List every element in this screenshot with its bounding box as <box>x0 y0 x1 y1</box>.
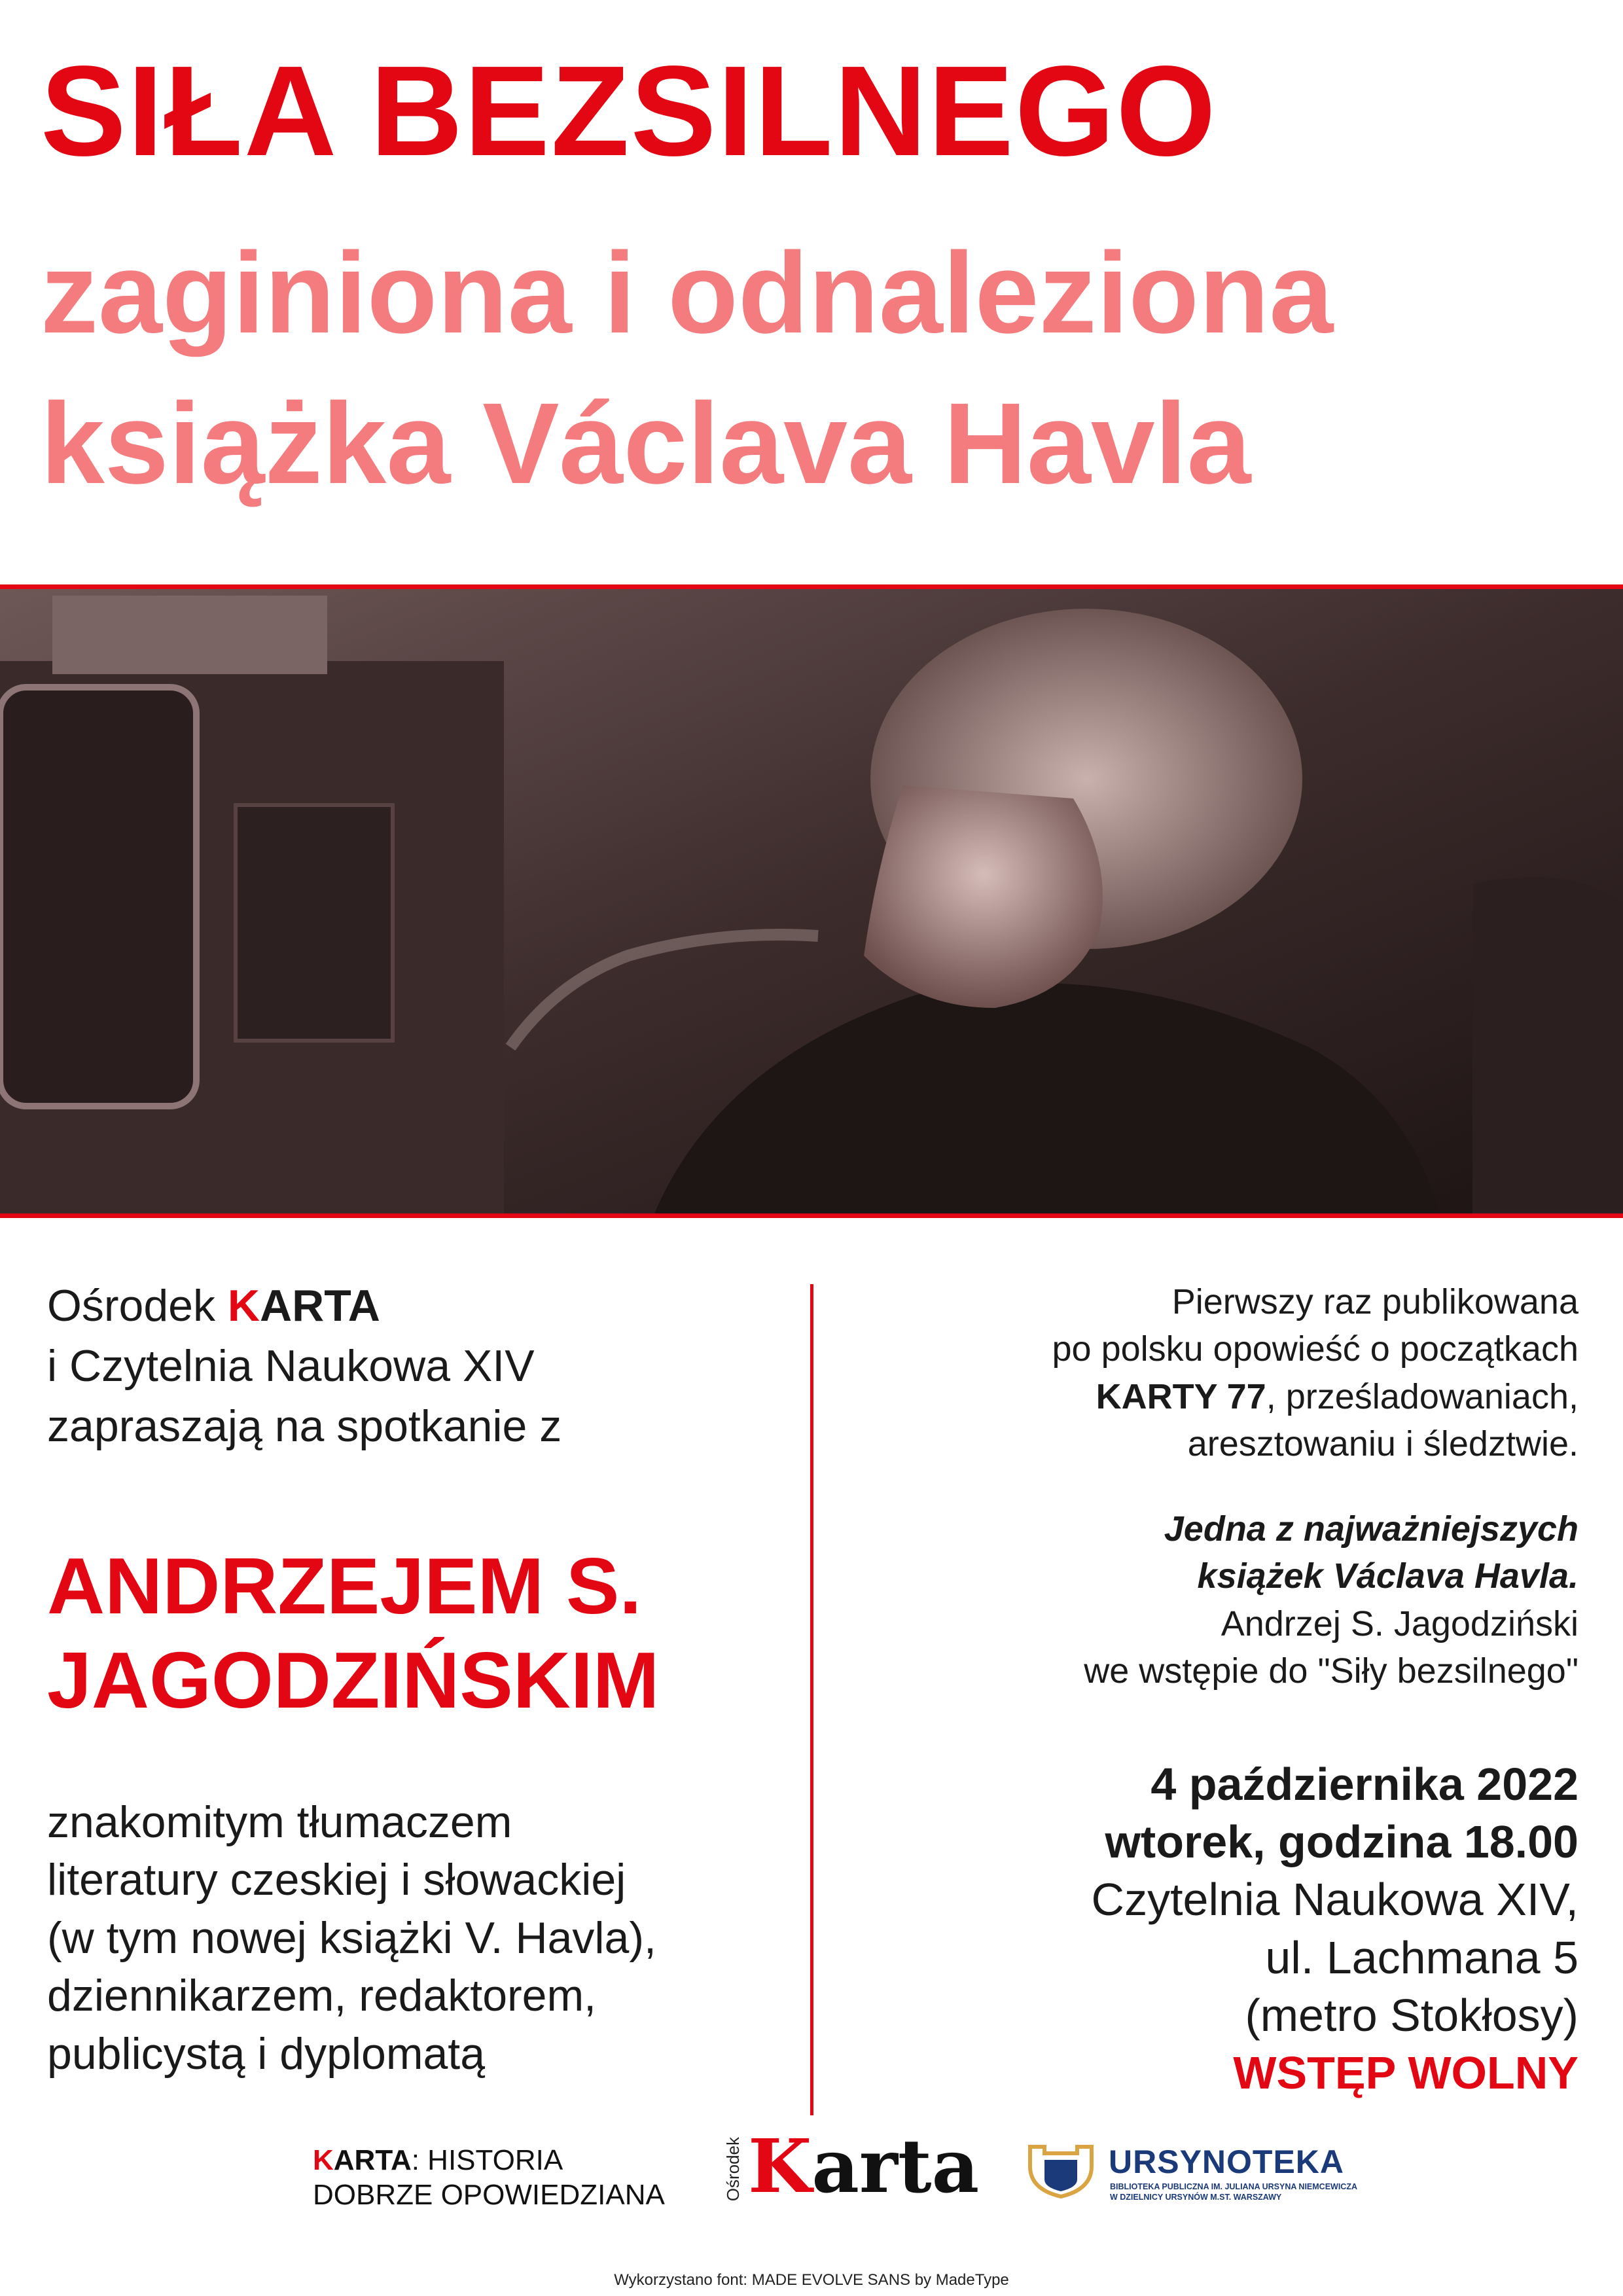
event-venue: Czytelnia Naukowa XIV, <box>1091 1874 1578 1926</box>
event-details <box>1092 1755 1578 2102</box>
guest-name: ANDRZEJEM S. JAGODZIŃSKIM <box>47 1541 660 1725</box>
ursynoteka-logo: URSYNOTEKA BIBLIOTEKA PUBLICZNA IM. JULIANA URSYNA NIEMCEWICZA W DZIELNICY URSYNÓW M.ST. WARSZAWY <box>1025 2140 1097 2202</box>
organizers-intro <box>47 1276 562 1456</box>
font-credit: Wykorzystano font: MADE EVOLVE SANS by MadeType <box>614 2271 1009 2289</box>
karta-slogan: KARTA: HISTORIA DOBRZE OPOWIEDZIANA <box>313 2144 665 2211</box>
book-description: Pierwszy raz publikowana po polsku opowieść o początkach KARTY 77, prześladowaniach, aresztowaniu i śledztwie. <box>1052 1282 1578 1464</box>
invitation-text: zapraszają na spotkanie z <box>47 1401 562 1451</box>
event-date: 4 października 2022 <box>1150 1759 1578 1810</box>
book-quote: Jedna z najważniejszych książek Václava Havla. Andrzej S. Jagodziński we wstępie do "Siły bezsilnego" <box>1084 1509 1578 1691</box>
event-address: ul. Lachmana 5 <box>1265 1931 1578 1983</box>
poster-subtitle-line2: książka Václava Havla <box>41 380 1251 508</box>
havel-photo <box>0 584 1623 1218</box>
event-metro: (metro Stokłosy) <box>1245 1989 1578 2041</box>
poster-title: SIŁA BEZSILNEGO <box>41 39 1217 183</box>
free-entry: WSTĘP WOLNY <box>1233 2047 1578 2098</box>
guest-bio: znakomitym tłumaczem literatury czeskiej i słowackiej (w tym nowej książki V. Havla), dziennikarzem, redaktorem, publicystą i dyplomatą <box>47 1797 656 2079</box>
column-divider <box>810 1284 813 2115</box>
organizer-karta: Ośrodek KARTA <box>47 1281 380 1331</box>
ursynoteka-crest-icon <box>1025 2140 1097 2199</box>
organizer-czytelnia: i Czytelnia Naukowa XIV <box>47 1340 535 1391</box>
poster-subtitle-line1: zaginiona i odnaleziona <box>41 229 1334 357</box>
event-time: wtorek, godzina 18.00 <box>1105 1816 1578 1868</box>
